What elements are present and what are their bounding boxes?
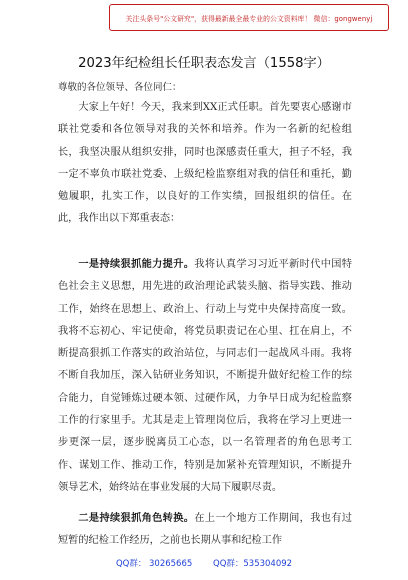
- paragraph-body: 在上一个地方工作期间，我也有过短暂的纪检工作经历，之前也长期从事和纪检工作: [58, 513, 352, 547]
- salutation: 尊敬的各位领导、各位同仁：: [58, 82, 182, 93]
- paragraph-opening: 大家上午好！今天，我来到XX正式任职。首先要衷心感谢市联社党委和各位领导对我的关怀和培养。作为一名新的纪检组长，我坚决服从组织安排，同时也深感责任重大，担子不轻，我一定不辜负市联社党委、上级纪检监察组对我的信任和重托，勤勉履职，扎实工作，以良好的工作实绩，回报组织的信任。在此，我作出以下郑重表态：: [58, 102, 352, 225]
- footer: [0, 557, 408, 569]
- paragraph-heading: 二是持续狠抓角色转换。: [78, 513, 195, 524]
- paragraph-body: 我将认真学习习近平新时代中国特色社会主义思想，用先进的政治理论武装头脑、指导实践、推动工作，始终在思想上、政治上、行动上与党中央保持高度一致。我将不忘初心、牢记使命，将党员职责记在心里、扛在肩上，不断提高狠抓工作落实的政治站位，与同志们一起战风斗雨。我将不断自我加压，深入钻研业务知识，不断提升做好纪检工作的综合能力，自觉锤炼过硬本领、过硬作风，力争早日成为纪检监察工作的行家里手。尤其是走上管理岗位后，我将在学习上更进一步更深一层，逐步脱离员工心态，以一名管理者的角色思考工作、谋划工作、推动工作，特别是加紧补充管理知识，不断提升领导艺术，始终站在事业发展的大局下履职尽责。: [58, 259, 352, 493]
- paragraph-role: [58, 508, 352, 552]
- paragraph-heading: 一是持续狠抓能力提升。: [78, 259, 195, 270]
- footer-qq-2: QQ群：535304092: [213, 559, 293, 569]
- promo-banner: 关注头条号"公文研究"，获得最新最全最专业的公文资料库！ 微信：gongwenyj: [109, 4, 389, 31]
- document-title: 2023年纪检组长任职表态发言（1558字）: [78, 56, 330, 71]
- paragraph-ability: [58, 254, 352, 499]
- footer-qq-1: QQ群： 30265665: [115, 559, 193, 569]
